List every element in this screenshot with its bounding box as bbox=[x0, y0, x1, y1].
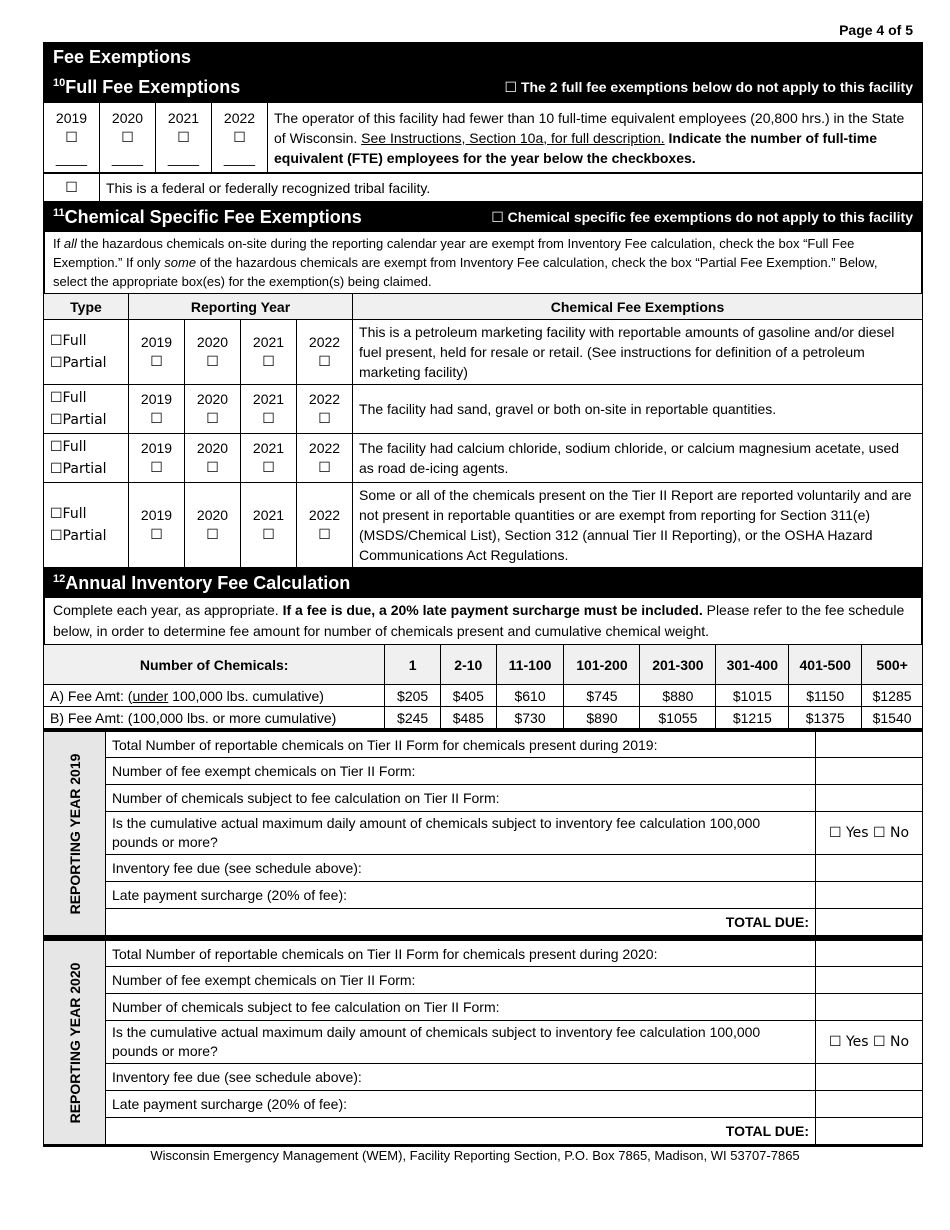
year-label: 2022 bbox=[308, 440, 341, 456]
section-11-title-text: Chemical Specific Fee Exemptions bbox=[64, 206, 362, 227]
exempt-chemicals-label: Number of fee exempt chemicals on Tier II Form: bbox=[106, 967, 816, 994]
total-due-label: TOTAL DUE: bbox=[106, 909, 816, 937]
full-checkbox[interactable]: ☐Full bbox=[50, 506, 87, 522]
intro-all: all bbox=[63, 236, 77, 251]
federal-facility-label: This is a federal or federally recognized tribal facility. bbox=[100, 174, 923, 202]
section-10-number: 10 bbox=[53, 76, 66, 89]
schedule-col: 401-500 bbox=[789, 645, 862, 685]
full-checkbox[interactable]: ☐Full bbox=[50, 333, 87, 349]
fee-a-value: $1285 bbox=[862, 685, 923, 707]
year-cell[interactable] bbox=[129, 483, 185, 568]
checkbox[interactable]: ☐ bbox=[233, 129, 246, 146]
fee-a-value: $405 bbox=[440, 685, 496, 707]
year-cell[interactable] bbox=[185, 434, 241, 483]
year-cell[interactable] bbox=[297, 385, 353, 434]
year-label: 2021 bbox=[252, 391, 285, 407]
late-surcharge-input[interactable] bbox=[816, 882, 923, 909]
fte-year-2021[interactable] bbox=[156, 103, 212, 173]
year-label: 2022 bbox=[308, 391, 341, 407]
fte-year-2022[interactable] bbox=[212, 103, 268, 173]
fte-text: The operator of this facility had fewer than 10 full-time equivalent employees (20,800 hrs.) in the State of Wisconsin. bbox=[274, 109, 905, 146]
year-label: 2019 bbox=[140, 507, 173, 523]
year-cell[interactable] bbox=[297, 320, 353, 385]
year-cell[interactable] bbox=[129, 320, 185, 385]
exemption-description: The facility had sand, gravel or both on-site in reportable quantities. bbox=[353, 385, 923, 434]
fee-schedule-table bbox=[43, 644, 923, 729]
checkbox[interactable]: ☐ bbox=[65, 129, 78, 146]
fee-a-under: under bbox=[132, 687, 169, 704]
total-due-label: TOTAL DUE: bbox=[106, 1118, 816, 1146]
section-11-title bbox=[53, 207, 362, 228]
schedule-col: 500+ bbox=[862, 645, 923, 685]
fee-a-value: $1015 bbox=[716, 685, 789, 707]
fee-b-value: $1055 bbox=[640, 707, 716, 729]
fee-b-label: B) Fee Amt: (100,000 lbs. or more cumulative) bbox=[44, 707, 385, 729]
section-11-not-applicable-checkbox[interactable]: ☐ Chemical specific fee exemptions do not apply to this facility bbox=[491, 208, 913, 225]
section-11-header bbox=[43, 202, 923, 232]
fee-a-text: A) Fee Amt: ( bbox=[50, 687, 133, 704]
year-cell[interactable] bbox=[297, 483, 353, 568]
year-cell[interactable] bbox=[241, 434, 297, 483]
chemical-exemptions-column-header: Chemical Fee Exemptions bbox=[353, 294, 923, 320]
checkbox[interactable]: ☐ bbox=[150, 354, 163, 370]
checkbox[interactable]: ☐ bbox=[206, 460, 219, 476]
section-12-header bbox=[43, 568, 923, 598]
section-10-title-text: Full Fee Exemptions bbox=[65, 76, 241, 97]
subject-chemicals-input[interactable] bbox=[816, 785, 923, 812]
fee-a-value: $880 bbox=[640, 685, 716, 707]
fee-form bbox=[43, 42, 923, 1147]
checkbox[interactable]: ☐ bbox=[262, 354, 275, 370]
year-cell[interactable] bbox=[129, 434, 185, 483]
total-chemicals-input[interactable] bbox=[816, 940, 923, 967]
schedule-col: 1 bbox=[385, 645, 441, 685]
exemption-row-sand-gravel bbox=[44, 385, 923, 434]
checkbox[interactable]: ☐ bbox=[318, 460, 331, 476]
partial-checkbox[interactable]: ☐Partial bbox=[50, 412, 107, 428]
year-label: 2021 bbox=[167, 109, 200, 126]
year-cell[interactable] bbox=[241, 320, 297, 385]
fte-blank[interactable]: ____ bbox=[111, 149, 144, 166]
section-12-number: 12 bbox=[53, 572, 66, 585]
fte-blank[interactable]: ____ bbox=[223, 149, 256, 166]
late-surcharge-label: Late payment surcharge (20% of fee): bbox=[106, 1091, 816, 1118]
year-label: 2022 bbox=[308, 334, 341, 350]
year-label: 2022 bbox=[223, 109, 256, 126]
type-cell bbox=[44, 434, 129, 483]
year-cell[interactable] bbox=[129, 385, 185, 434]
checkbox[interactable]: ☐ bbox=[206, 411, 219, 427]
exemption-description: The facility had calcium chloride, sodium chloride, or calcium magnesium acetate, used as road de-icing agents. bbox=[353, 434, 923, 483]
year-label: 2020 bbox=[196, 334, 229, 350]
fee-b-value: $245 bbox=[385, 707, 441, 729]
fte-blank[interactable]: ____ bbox=[167, 149, 200, 166]
footer-address: Wisconsin Emergency Management (WEM), Facility Reporting Section, P.O. Box 7865, Madison, WI 53707-7865 bbox=[150, 1148, 800, 1163]
partial-checkbox[interactable]: ☐Partial bbox=[50, 461, 107, 477]
exemption-description: This is a petroleum marketing facility with reportable amounts of gasoline and/or diesel fuel present, held for resale or retail. (See instructions for definition of a petroleum marketing facility) bbox=[353, 320, 923, 385]
fee-b-value: $890 bbox=[564, 707, 640, 729]
reporting-year-text: REPORTING YEAR 2020 bbox=[66, 962, 83, 1123]
partial-checkbox[interactable]: ☐Partial bbox=[50, 528, 107, 544]
fee-a-value: $745 bbox=[564, 685, 640, 707]
fee-b-value: $730 bbox=[496, 707, 564, 729]
year-label: 2021 bbox=[252, 334, 285, 350]
type-cell bbox=[44, 385, 129, 434]
year-cell[interactable] bbox=[185, 320, 241, 385]
subject-chemicals-label: Number of chemicals subject to fee calculation on Tier II Form: bbox=[106, 785, 816, 812]
fee-a-text: 100,000 lbs. cumulative) bbox=[168, 687, 324, 704]
fte-instruction-bold: Indicate the number of full-time equivalent (FTE) employees for the year below the checkboxes. bbox=[274, 129, 877, 166]
section-10-title bbox=[53, 77, 240, 98]
checkbox[interactable]: ☐ bbox=[150, 460, 163, 476]
fee-a-value: $1150 bbox=[789, 685, 862, 707]
checkbox[interactable]: ☐ bbox=[150, 411, 163, 427]
year-cell[interactable] bbox=[185, 483, 241, 568]
year-label: 2019 bbox=[140, 440, 173, 456]
inventory-fee-input[interactable] bbox=[816, 1064, 923, 1091]
year-label: 2020 bbox=[196, 440, 229, 456]
fte-year-2019[interactable] bbox=[44, 103, 100, 173]
year-label: 2019 bbox=[55, 109, 88, 126]
reporting-year-2019-label bbox=[44, 731, 106, 937]
schedule-col: 201-300 bbox=[640, 645, 716, 685]
checkbox[interactable]: ☐ bbox=[318, 354, 331, 370]
checkbox[interactable]: ☐ bbox=[150, 527, 163, 543]
section-10-not-applicable-checkbox[interactable]: ☐ The 2 full fee exemptions below do not apply to this facility bbox=[504, 78, 913, 95]
checkbox[interactable]: ☐ bbox=[206, 354, 219, 370]
fee-b-value: $1375 bbox=[789, 707, 862, 729]
year-label: 2020 bbox=[196, 507, 229, 523]
checkbox[interactable]: ☐ bbox=[318, 527, 331, 543]
schedule-col: 301-400 bbox=[716, 645, 789, 685]
checkbox[interactable]: ☐ bbox=[177, 129, 190, 146]
type-column-header: Type bbox=[44, 294, 129, 320]
section-12-intro bbox=[43, 598, 923, 644]
total-chemicals-label: Total Number of reportable chemicals on Tier II Form for chemicals present during 2019: bbox=[106, 731, 816, 758]
year-cell[interactable] bbox=[241, 483, 297, 568]
reporting-year-column-header: Reporting Year bbox=[129, 294, 353, 320]
exempt-chemicals-input[interactable] bbox=[816, 758, 923, 785]
full-checkbox[interactable]: ☐Full bbox=[50, 390, 87, 406]
chemical-exemptions-table bbox=[43, 293, 923, 568]
type-cell bbox=[44, 483, 129, 568]
reporting-year-2020-table bbox=[43, 938, 923, 1147]
inventory-fee-label: Inventory fee due (see schedule above): bbox=[106, 855, 816, 882]
exemption-row-voluntary bbox=[44, 483, 923, 568]
federal-facility-checkbox[interactable]: ☐ bbox=[44, 174, 100, 202]
fte-blank[interactable]: ____ bbox=[55, 149, 88, 166]
exempt-chemicals-input[interactable] bbox=[816, 967, 923, 994]
late-surcharge-label: Late payment surcharge (20% of fee): bbox=[106, 882, 816, 909]
late-surcharge-input[interactable] bbox=[816, 1091, 923, 1118]
fee-b-value: $485 bbox=[440, 707, 496, 729]
checkbox[interactable]: ☐ bbox=[318, 411, 331, 427]
checkbox[interactable]: ☐ bbox=[206, 527, 219, 543]
section-12-title bbox=[53, 573, 350, 594]
exempt-chemicals-label: Number of fee exempt chemicals on Tier II Form: bbox=[106, 758, 816, 785]
schedule-col: 2-10 bbox=[440, 645, 496, 685]
instructions-link[interactable]: See Instructions, Section 10a, for full description. bbox=[361, 129, 665, 146]
intro-bold: If a fee is due, a 20% late payment surcharge must be included. bbox=[282, 602, 703, 618]
year-label: 2020 bbox=[196, 391, 229, 407]
checkbox[interactable]: ☐ bbox=[262, 460, 275, 476]
total-chemicals-input[interactable] bbox=[816, 731, 923, 758]
year-label: 2019 bbox=[140, 334, 173, 350]
fte-year-2020[interactable] bbox=[100, 103, 156, 173]
fee-exemptions-title: Fee Exemptions bbox=[53, 46, 192, 67]
year-label: 2021 bbox=[252, 440, 285, 456]
checkbox[interactable]: ☐ bbox=[262, 411, 275, 427]
page-number: Page 4 of 5 bbox=[839, 22, 913, 38]
year-label: 2020 bbox=[111, 109, 144, 126]
section-10-header bbox=[43, 72, 923, 102]
fee-a-value: $205 bbox=[385, 685, 441, 707]
fee-row-a bbox=[44, 685, 923, 707]
yes-no-checkboxes[interactable]: ☐ Yes ☐ No bbox=[816, 1021, 923, 1064]
intro-some: some bbox=[164, 255, 197, 270]
full-checkbox[interactable]: ☐Full bbox=[50, 439, 87, 455]
total-due-input[interactable] bbox=[816, 909, 923, 937]
intro-text: Please refer to the fee schedule below, in order to determine fee amount for number of chemicals present and cumulative chemical weight. bbox=[53, 602, 905, 639]
intro-text: If bbox=[53, 236, 64, 251]
full-fee-exemptions-table bbox=[43, 102, 923, 173]
schedule-label: Number of Chemicals: bbox=[44, 645, 385, 685]
year-label: 2019 bbox=[140, 391, 173, 407]
checkbox[interactable]: ☐ bbox=[121, 129, 134, 146]
schedule-col: 101-200 bbox=[564, 645, 640, 685]
fee-b-value: $1540 bbox=[862, 707, 923, 729]
fee-row-b bbox=[44, 707, 923, 729]
intro-text: Complete each year, as appropriate. bbox=[53, 602, 283, 618]
section-11-intro bbox=[43, 232, 923, 293]
partial-checkbox[interactable]: ☐Partial bbox=[50, 355, 107, 371]
cumulative-amount-label: Is the cumulative actual maximum daily amount of chemicals subject to inventory fee calculation 100,000 pounds or more? bbox=[106, 1021, 816, 1064]
section-12-title-text: Annual Inventory Fee Calculation bbox=[65, 572, 351, 593]
federal-facility-table bbox=[43, 173, 923, 202]
reporting-year-text: REPORTING YEAR 2019 bbox=[66, 753, 83, 914]
year-cell[interactable] bbox=[297, 434, 353, 483]
inventory-fee-label: Inventory fee due (see schedule above): bbox=[106, 1064, 816, 1091]
fee-a-label bbox=[44, 685, 385, 707]
year-cell[interactable] bbox=[241, 385, 297, 434]
total-chemicals-label: Total Number of reportable chemicals on Tier II Form for chemicals present during 2020: bbox=[106, 940, 816, 967]
inventory-fee-input[interactable] bbox=[816, 855, 923, 882]
reporting-year-2019-table bbox=[43, 729, 923, 938]
exemption-description: Some or all of the chemicals present on the Tier II Report are reported voluntarily and are not present in reportable quantities or are exempt from reporting for Section 311(e)(MSDS/Chemical List), Section 312 (annual Tier II Reporting), or the OSHA Hazard Communications Act Regulations. bbox=[353, 483, 923, 568]
fee-a-value: $610 bbox=[496, 685, 564, 707]
intro-text: the hazardous chemicals on-site during the reporting calendar year are exempt from Inventory Fee calculation, check the box “Full Fee Exemption.” If only bbox=[53, 236, 855, 270]
reporting-year-2020-label bbox=[44, 940, 106, 1146]
year-label: 2022 bbox=[308, 507, 341, 523]
section-11-number: 11 bbox=[53, 206, 65, 219]
fee-exemptions-header bbox=[43, 42, 923, 72]
year-cell[interactable] bbox=[185, 385, 241, 434]
yes-no-checkboxes[interactable]: ☐ Yes ☐ No bbox=[816, 812, 923, 855]
subject-chemicals-input[interactable] bbox=[816, 994, 923, 1021]
checkbox[interactable]: ☐ bbox=[262, 527, 275, 543]
total-due-input[interactable] bbox=[816, 1118, 923, 1146]
type-cell bbox=[44, 320, 129, 385]
schedule-col: 11-100 bbox=[496, 645, 564, 685]
intro-text: of the hazardous chemicals are exempt from Inventory Fee calculation, check the box “Partial Fee Exemption.” Below, select the appropriate box(es) for the exemption(s) being claimed. bbox=[53, 255, 878, 289]
year-label: 2021 bbox=[252, 507, 285, 523]
subject-chemicals-label: Number of chemicals subject to fee calculation on Tier II Form: bbox=[106, 994, 816, 1021]
fte-description bbox=[268, 103, 923, 173]
exemption-row-petroleum bbox=[44, 320, 923, 385]
exemption-row-deicing bbox=[44, 434, 923, 483]
cumulative-amount-label: Is the cumulative actual maximum daily amount of chemicals subject to inventory fee calculation 100,000 pounds or more? bbox=[106, 812, 816, 855]
fee-b-value: $1215 bbox=[716, 707, 789, 729]
